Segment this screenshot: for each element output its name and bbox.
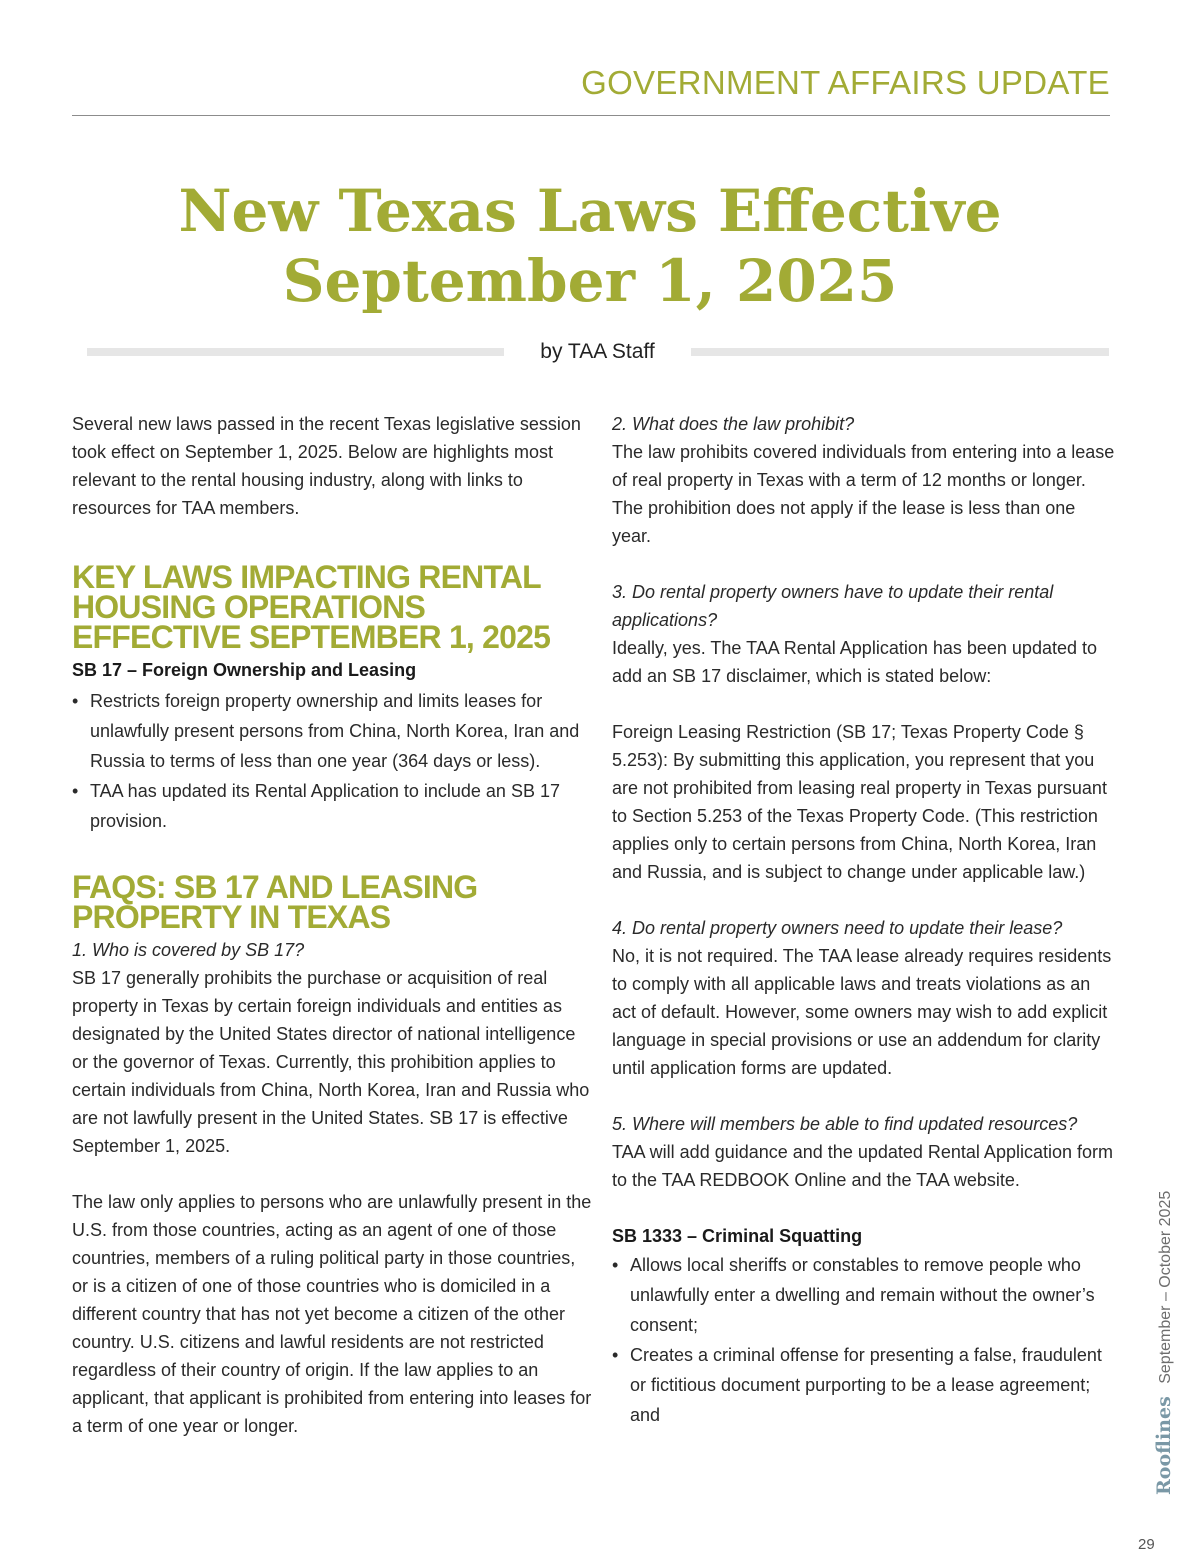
sb17-title: SB 17 – Foreign Ownership and Leasing bbox=[72, 660, 417, 680]
title-line-1: New Texas Laws Effective bbox=[178, 177, 1002, 245]
sb1333-bullet-list bbox=[612, 1250, 1117, 1430]
faq-answer-4: No, it is not required. The TAA lease already requires residents to comply with all applicable laws and treats violations as an act of default. However, some owners may wish to add explicit language in special provisions or use an addendum for clarity until application forms are updated. bbox=[612, 946, 1112, 1078]
header-rule bbox=[72, 115, 1110, 116]
page-number: 29 bbox=[1138, 1536, 1155, 1553]
faq-answer-3: Ideally, yes. The TAA Rental Application has been updated to add an SB 17 disclaimer, which is stated below: bbox=[612, 638, 1097, 686]
key-laws-heading: KEY LAWS IMPACTING RENTAL HOUSING OPERATIONS EFFECTIVE SEPTEMBER 1, 2025 bbox=[72, 559, 551, 655]
faq-question-1: 1. Who is covered by SB 17? bbox=[72, 940, 305, 960]
issue-sidebar bbox=[1153, 1191, 1175, 1495]
byline-rule-left bbox=[87, 348, 504, 356]
faq-answer-1-paragraph-1: SB 17 generally prohibits the purchase or acquisition of real property in Texas by certain foreign individuals and entities as designated by the United States director of national intelligence or the governor of Texas. Currently, this prohibition applies to certain individuals from China, North Korea, Iran and Russia who are not lawfully present in the United States. SB 17 is effective September 1, 2025. bbox=[72, 968, 590, 1156]
section-label: GOVERNMENT AFFAIRS UPDATE bbox=[581, 64, 1110, 101]
byline-rule-right bbox=[691, 348, 1109, 356]
faq-question-5: 5. Where will members be able to find updated resources? bbox=[612, 1114, 1078, 1134]
faq-question-4: 4. Do rental property owners need to update their lease? bbox=[612, 918, 1063, 938]
faq-question-2: 2. What does the law prohibit? bbox=[612, 414, 855, 434]
left-column bbox=[72, 410, 592, 1440]
list-item: • Creates a criminal offense for presenting a false, fraudulent or fictitious document purporting to be a lease agreement; and bbox=[612, 1340, 1117, 1430]
faq-answer-5: TAA will add guidance and the updated Rental Application form to the TAA REDBOOK Online and the TAA website. bbox=[612, 1142, 1113, 1190]
magazine-brand: Rooflines bbox=[1153, 1396, 1175, 1495]
issue-date: September – October 2025 bbox=[1157, 1190, 1174, 1384]
list-item: • Allows local sheriffs or constables to remove people who unlawfully enter a dwelling and remain without the owner’s consent; bbox=[612, 1250, 1117, 1340]
sb17-disclaimer: Foreign Leasing Restriction (SB 17; Texas Property Code § 5.253): By submitting this application, you represent that you are not prohibited from leasing real property in Texas pursuant to Section 5.253 of the Texas Property Code. (This restriction applies only to certain persons from China, North Korea, Iran and Russia, and is subject to change under applicable law.) bbox=[612, 722, 1107, 882]
faq-answer-1-paragraph-2: The law only applies to persons who are unlawfully present in the U.S. from those countries, acting as an agent of one of those countries, members of a ruling political party in those countries, or is a citizen of one of those countries who is domiciled in a different country that has not yet become a citizen of the other country. U.S. citizens and lawful residents are not restricted regardless of their country of origin. If the law applies to an applicant, that applicant is prohibited from entering into leases for a term of one year or longer. bbox=[72, 1192, 592, 1436]
sb17-bullet-list bbox=[72, 686, 592, 836]
title-line-2: September 1, 2025 bbox=[282, 247, 898, 315]
faq-question-3: 3. Do rental property owners have to update their rental applications? bbox=[612, 582, 1054, 630]
article-title bbox=[0, 176, 1180, 316]
intro-paragraph: Several new laws passed in the recent Texas legislative session took effect on September 1, 2025. Below are highlights most relevant to the rental housing industry, along with links to resources for TAA members. bbox=[72, 414, 581, 518]
right-column bbox=[612, 410, 1117, 1430]
list-item: • TAA has updated its Rental Application to include an SB 17 provision. bbox=[72, 776, 592, 836]
faqs-heading: FAQS: SB 17 AND LEASING PROPERTY IN TEXAS bbox=[72, 869, 478, 935]
sb1333-title: SB 1333 – Criminal Squatting bbox=[612, 1226, 863, 1246]
list-item: • Restricts foreign property ownership and limits leases for unlawfully present persons from China, North Korea, Iran and Russia to terms of less than one year (364 days or less). bbox=[72, 686, 592, 776]
byline: by TAA Staff bbox=[540, 340, 655, 363]
faq-answer-2: The law prohibits covered individuals from entering into a lease of real property in Texas with a term of 12 months or longer. The prohibition does not apply if the lease is less than one year. bbox=[612, 442, 1115, 546]
